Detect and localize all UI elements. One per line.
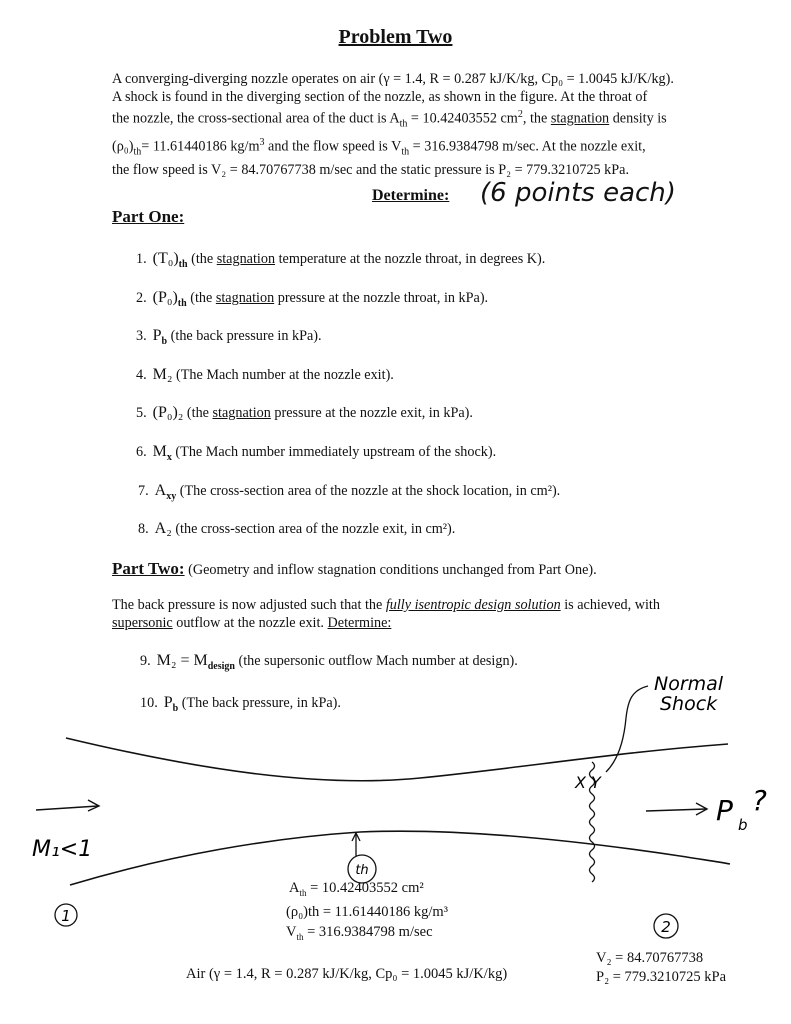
determine-label: Determine: <box>372 187 450 204</box>
intro-line-5: the flow speed is V₂ = 84.70767738 m/sec and the static pressure is P₂ = 779.3210725 kPa. <box>112 162 630 179</box>
inflow-mach-label: M₁<1 <box>32 837 93 862</box>
page-title: Problem Two <box>338 26 453 48</box>
list-item: 8. A₂ (the cross-section area of the nozzle exit, in cm²). <box>138 520 456 537</box>
exit-pressure-label: P₂ = 779.3210725 kPa <box>596 969 727 985</box>
list-item: 9. $M_2 = M_{design}$ (the supersonic outflow Mach number at design). <box>140 652 518 672</box>
back-pressure-question: ? <box>752 784 767 817</box>
list-item: 5. (P₀)₂ (the stagnation pressure at the nozzle exit, in kPa). <box>136 404 473 421</box>
station-1-label: 1 <box>61 907 71 925</box>
part-two-heading: Part Two: <box>112 559 185 578</box>
list-item: 4. M₂ (The Mach number at the nozzle exit). <box>136 366 394 383</box>
inflow-arrow <box>36 806 98 810</box>
back-pressure-sub: b <box>738 816 748 834</box>
station-2-label: 2 <box>661 918 671 936</box>
intro-line-4: $(\rho_0)_{th}= 11.61440186$ $kg/m^3$ and the flow speed is $V_{th} = 316.9384798$ m/sec. At the nozzle exit, <box>112 136 646 158</box>
outflow-arrow <box>646 809 706 811</box>
station-th-label: th <box>355 863 369 878</box>
list-item: 6. $M_x$ (The Mach number immediately upstream of the shock). <box>136 443 497 463</box>
throat-density-label: (ρ₀)th = 11.61440186 kg/m³ <box>286 904 449 920</box>
inflow-arrowhead <box>88 800 99 811</box>
back-pressure-label: P <box>716 794 733 827</box>
list-item: 10. $P_b$ (The back pressure, in kPa). <box>140 694 341 714</box>
design-solution-text: fully isentropic design solution <box>385 597 561 613</box>
nozzle-upper-wall <box>66 738 728 781</box>
normal-shock-label-1: Normal <box>654 673 724 695</box>
intro-line-1: A converging-diverging nozzle operates on air (γ = 1.4, R = 0.287 kJ/K/kg, Cp₀ = 1.0045 kJ/K/kg). <box>112 71 674 87</box>
shock-leader-line <box>606 686 648 772</box>
air-properties-label: Air (γ = 1.4, R = 0.287 kJ/K/kg, Cp₀ = 1.0045 kJ/K/kg) <box>186 966 508 982</box>
throat-area-label: $A_{th} = 10.42403552$ cm² <box>289 880 424 898</box>
list-item: 2. $(P_0)_{th}$ (the stagnation pressure at the nozzle throat, in kPa). <box>136 289 489 309</box>
list-item: 1. $(T_0)_{th}$ (the stagnation temperature at the nozzle throat, in degrees K). <box>136 250 546 270</box>
part-two-header <box>112 559 597 579</box>
part-two-paragraph: The back pressure is now adjusted such that the fully isentropic design solution is achieved, with supersonic outflow at the nozzle exit. Determine: <box>112 597 660 631</box>
nozzle-lower-wall <box>70 831 730 885</box>
part-one-heading: Part One: <box>112 207 185 226</box>
points-note: (6 points each) <box>480 178 676 208</box>
list-item: 3. $P_b$ (the back pressure in kPa). <box>136 327 322 347</box>
list-item: 7. $A_{xy}$ (The cross-section area of the nozzle at the shock location, in cm²). <box>138 482 561 502</box>
normal-shock-label-2: Shock <box>660 693 718 715</box>
part-two-note: (Geometry and inflow stagnation conditions unchanged from Part One). <box>184 562 597 578</box>
exit-velocity-label: V₂ = 84.70767738 <box>596 950 704 966</box>
throat-velocity-label: $V_{th} = 316.9384798$ m/sec <box>286 924 433 942</box>
intro-line-3: the nozzle, the cross-sectional area of the duct is $A_{th} = 10.42403552$ $cm^2$, the stagnation density is <box>112 109 667 130</box>
intro-paragraph <box>112 70 722 179</box>
intro-line-2: A shock is found in the diverging section of the nozzle, as shown in the figure. At the throat of <box>112 89 648 105</box>
shock-xy-label: X Y <box>575 773 601 792</box>
